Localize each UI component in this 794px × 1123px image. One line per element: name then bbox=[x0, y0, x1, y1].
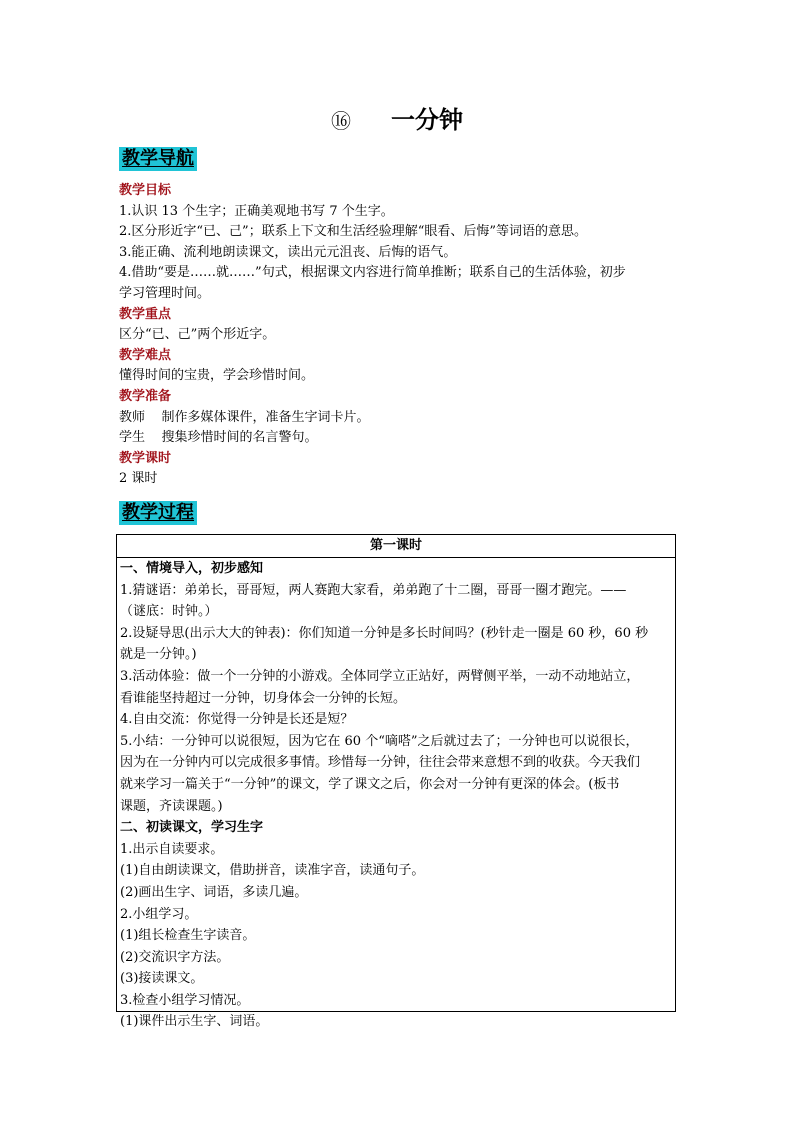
process-caption: 第一课时 bbox=[117, 535, 675, 558]
process-line: (2)画出生字、词语，多读几遍。 bbox=[120, 884, 308, 900]
process-line: 1.猜谜语：弟弟长，哥哥短，两人赛跑大家看，弟弟跑了十二圈，哥哥一圈才跑完。—— bbox=[120, 582, 627, 598]
key-point-heading: 教学重点 bbox=[119, 306, 172, 322]
process-line: 就来学习一篇关于“一分钟”的课文，学了课文之后，你会对一分钟有更深的体会。(板书 bbox=[120, 776, 620, 792]
process-line: （谜底：时钟。） bbox=[120, 604, 218, 620]
section-heading: 一、情境导入，初步感知 bbox=[120, 561, 264, 576]
process-line: 4.自由交流：你觉得一分钟是长还是短？ bbox=[120, 712, 354, 728]
process-line: 因为在一分钟内可以完成很多事情。珍惜每一分钟，往往会带来意想不到的收获。今天我们 bbox=[120, 755, 641, 771]
process-line: (1)组长检查生字读音。 bbox=[120, 928, 256, 944]
lesson-title-text: 一分钟 bbox=[391, 106, 463, 134]
difficulty-heading: 教学难点 bbox=[119, 347, 172, 363]
process-line: 课题，齐读课题。) bbox=[120, 798, 223, 814]
objective-item: 4.借助“要是……就……”句式，根据课文内容进行简单推断；联系自己的生活体验，初步 bbox=[119, 265, 626, 281]
process-line: (1)自由朗读课文，借助拼音，读准字音，读通句子。 bbox=[120, 863, 425, 879]
process-line: 2.设疑导思(出示大大的钟表)：你们知道一分钟是多长时间吗？(秒针走一圈是 60 秒，60 秒 bbox=[120, 625, 649, 641]
objective-item: 3.能正确、流利地朗读课文，读出元元沮丧、后悔的语气。 bbox=[119, 244, 457, 260]
process-line: 就是一分钟。) bbox=[120, 647, 197, 663]
process-line: (3)接读课文。 bbox=[120, 971, 204, 987]
preparation-student: 学生 搜集珍惜时间的名言警句。 bbox=[119, 430, 318, 446]
process-table bbox=[116, 534, 676, 1030]
process-line: 3.活动体验：做一个一分钟的小游戏。全体同学立正站好，两臂侧平举，一动不动地站立， bbox=[120, 668, 640, 684]
difficulty-text: 懂得时间的宝贵，学会珍惜时间。 bbox=[119, 368, 315, 384]
lesson-title bbox=[0, 100, 794, 135]
process-line: (2)交流识字方法。 bbox=[120, 949, 230, 965]
process-line: 看谁能坚持超过一分钟，切身体会一分钟的长短。 bbox=[120, 690, 407, 706]
objective-item: 2.区分形近字“已、己”；联系上下文和生活经验理解“眼看、后悔”等词语的意思。 bbox=[119, 224, 587, 240]
teaching-process-banner: 教学过程 bbox=[119, 501, 197, 525]
hours-heading: 教学课时 bbox=[119, 450, 172, 466]
process-line: 1.出示自读要求。 bbox=[120, 841, 224, 857]
objective-item: 1.认识 13 个生字；正确美观地书写 7 个生字。 bbox=[119, 203, 394, 219]
preparation-heading: 教学准备 bbox=[119, 388, 172, 404]
objective-item: 学习管理时间。 bbox=[119, 285, 211, 301]
process-line: (1)课件出示生字、词语。 bbox=[120, 1014, 269, 1030]
process-line: 5.小结：一分钟可以说很短，因为它在 60 个“嘀嗒”之后就过去了；一分钟也可以说很长， bbox=[120, 733, 639, 749]
preparation-teacher: 教师 制作多媒体课件，准备生字词卡片。 bbox=[119, 409, 370, 425]
objectives-heading: 教学目标 bbox=[119, 183, 172, 198]
lesson-number: ⑯ bbox=[331, 109, 351, 133]
teaching-nav-content bbox=[119, 181, 679, 490]
hours-text: 2 课时 bbox=[119, 471, 158, 487]
section-heading: 二、初读课文，学习生字 bbox=[120, 820, 264, 836]
process-line: 2.小组学习。 bbox=[120, 906, 198, 922]
key-point-text: 区分“已、己”两个形近字。 bbox=[119, 327, 276, 343]
teaching-nav-banner: 教学导航 bbox=[119, 147, 197, 171]
process-line: 3.检查小组学习情况。 bbox=[120, 992, 250, 1008]
